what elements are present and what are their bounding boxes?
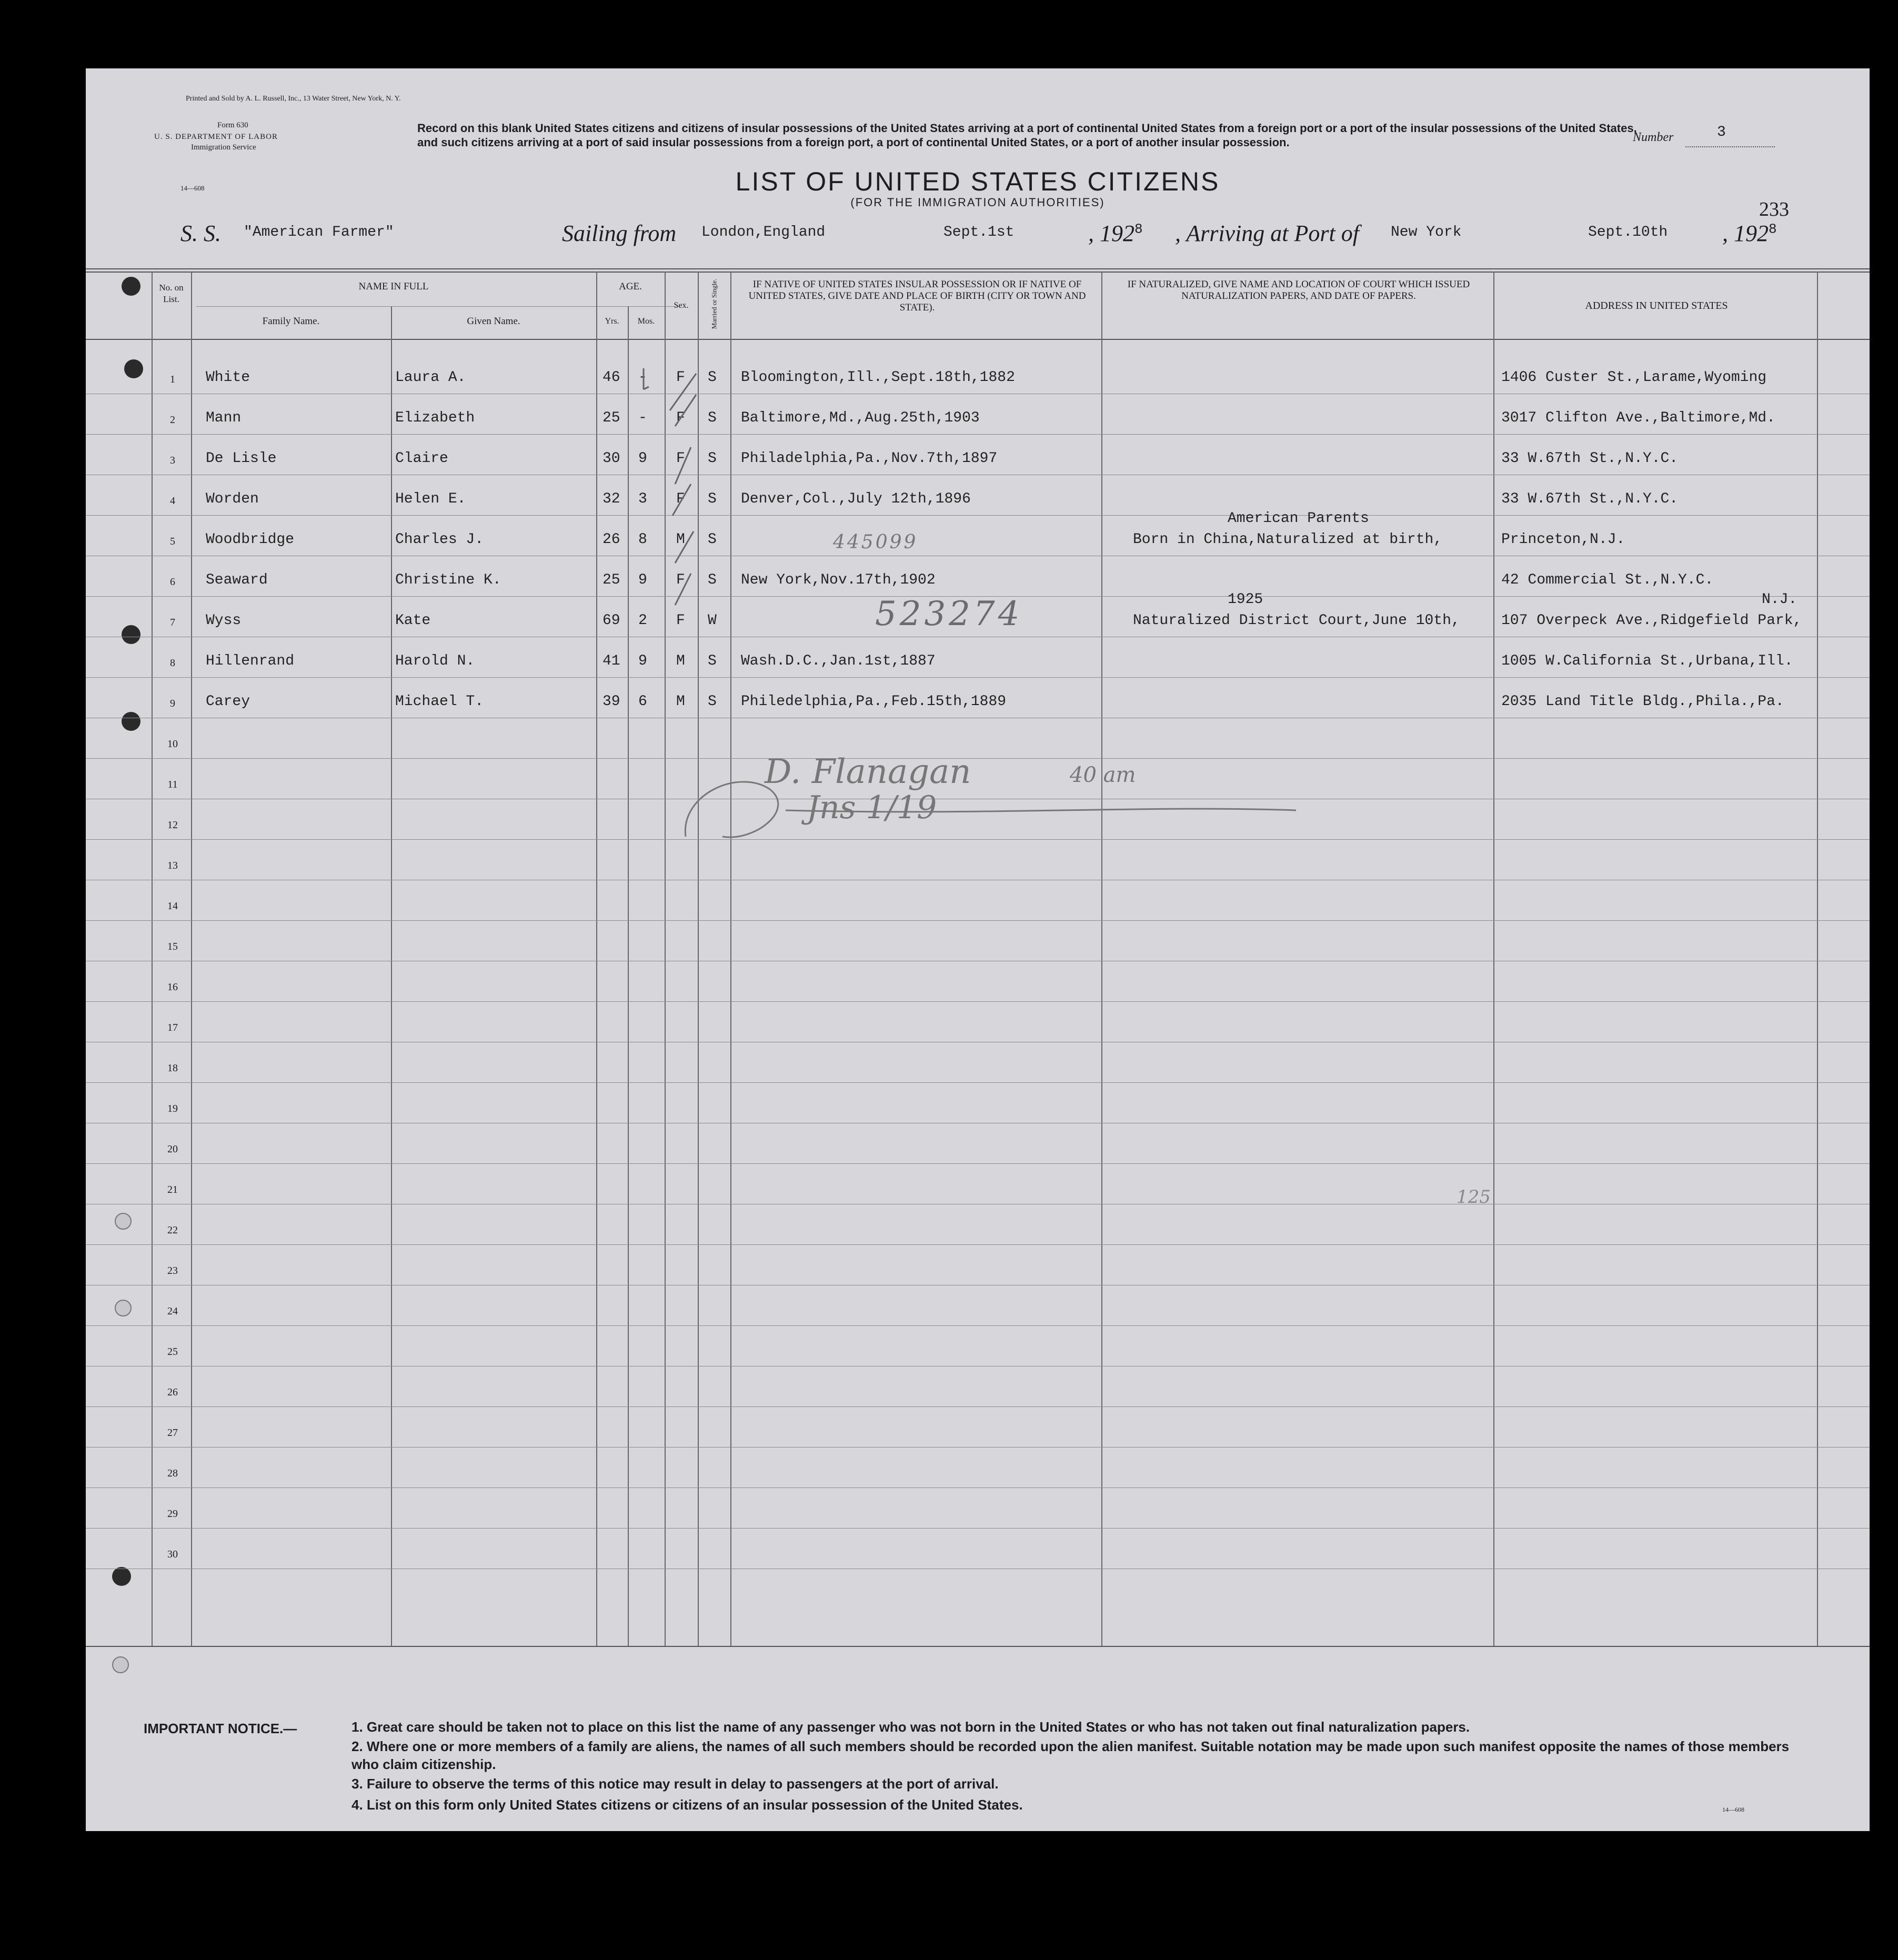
row-number: 26 (167, 1386, 178, 1398)
sex: M (676, 531, 685, 548)
punch-hole (122, 277, 140, 296)
header-birth: IF NATIVE OF UNITED STATES INSULAR POSSESSION OR IF NATIVE OF UNITED STATES, GIVE DATE AND PLACE OF BIRTH (CITY OR TOWN AND STATE). (748, 279, 1086, 313)
page-subtitle: (FOR THE IMMIGRATION AUTHORITIES) (850, 196, 1105, 209)
age-years: 69 (602, 612, 620, 629)
row-rule (86, 1325, 1870, 1326)
row-rule (86, 1001, 1870, 1002)
number-value: 3 (1717, 124, 1726, 140)
row-rule (86, 1528, 1870, 1529)
row-number: 5 (170, 536, 175, 547)
arrival-port: New York (1391, 224, 1462, 240)
row-rule (86, 1406, 1870, 1407)
row-number: 24 (167, 1305, 178, 1317)
sex: F (676, 450, 685, 467)
family-name: Mann (206, 410, 242, 426)
naturalization: Naturalized District Court,June 10th, (1133, 612, 1460, 629)
birth-place-date: Philedelphia,Pa.,Feb.15th,1889 (741, 693, 1007, 710)
birth-place-date: Denver,Col.,July 12th,1896 (741, 491, 971, 507)
family-name: Worden (206, 491, 259, 507)
age-months: 8 (638, 531, 647, 548)
sex: M (676, 653, 685, 669)
age-months: 9 (638, 450, 647, 467)
row-number: 14 (167, 900, 178, 912)
address-note: N.J. (1762, 591, 1797, 608)
row-number: 13 (167, 860, 178, 871)
marital-status: S (708, 450, 717, 467)
row-number: 25 (167, 1346, 178, 1358)
row-number: 20 (167, 1143, 178, 1155)
sailing-label: Sailing from (562, 220, 677, 246)
form-code: 14—608 (180, 184, 205, 192)
given-name: Christine K. (395, 572, 501, 588)
age-months: 6 (638, 693, 647, 710)
sex: F (676, 410, 685, 426)
sex: F (676, 612, 685, 629)
signature-date: Jns 1/19 (807, 789, 937, 826)
row-rule (86, 1487, 1870, 1488)
address: 42 Commercial St.,N.Y.C. (1501, 572, 1714, 588)
manifest-sheet (86, 68, 1870, 1831)
ss-label: S. S. (180, 220, 221, 246)
given-name: Harold N. (395, 653, 475, 669)
marital-status: S (708, 531, 717, 548)
address: 1406 Custer St.,Larame,Wyoming (1501, 369, 1767, 386)
row-rule (86, 1244, 1870, 1245)
row-number: 27 (167, 1427, 178, 1439)
birth-place-date: Baltimore,Md.,Aug.25th,1903 (741, 410, 980, 426)
naturalization: Born in China,Naturalized at birth, (1133, 531, 1443, 548)
age-months: 9 (638, 653, 647, 669)
marital-status: S (708, 369, 717, 386)
given-name: Laura A. (395, 369, 466, 386)
marital-status: S (708, 693, 717, 710)
departure-date: Sept.1st (943, 224, 1015, 240)
header-given-name: Given Name. (467, 316, 520, 327)
address: 1005 W.California St.,Urbana,Ill. (1501, 653, 1793, 669)
arriving-label: , Arriving at Port of (1175, 220, 1359, 246)
punch-hole (124, 359, 143, 378)
row-number: 21 (167, 1184, 178, 1195)
number-underline (1685, 146, 1775, 147)
signature-time: 40 am (1070, 763, 1136, 787)
row-rule (86, 1163, 1870, 1164)
row-number: 29 (167, 1508, 178, 1520)
family-name: Hillenrand (206, 653, 295, 669)
given-name: Claire (395, 450, 448, 467)
sex: F (676, 491, 685, 507)
birth-place-date: Wash.D.C.,Jan.1st,1887 (741, 653, 936, 669)
signature: D. Flanagan (765, 752, 971, 791)
age-months: - (638, 410, 647, 426)
address: 107 Overpeck Ave.,Ridgefield Park, (1501, 612, 1802, 629)
age-years: 30 (602, 450, 620, 467)
header-no: No. on List. (159, 283, 184, 304)
header-married-single: Married or Single. (710, 278, 718, 329)
row-rule (86, 434, 1870, 435)
notice-item-2: 2. Where one or more members of a family are aliens, the names of all such members should be recorded upon the alien manifest. Suitable notation may be made upon such manifest opposite the names of those members who claim citizenship. (352, 1738, 1790, 1772)
header-name-in-full: NAME IN FULL (358, 281, 429, 292)
page-title: LIST OF UNITED STATES CITIZENS (735, 167, 1220, 196)
row-number: 8 (170, 657, 175, 669)
departure-port: London,England (701, 224, 826, 240)
punch-hole (115, 1213, 132, 1230)
year-1: , $192^8$ (1088, 220, 1143, 246)
row-number: 12 (167, 819, 178, 831)
row-rule (86, 515, 1870, 516)
row-number: 28 (167, 1468, 178, 1479)
notice-item-4: 4. List on this form only United States citizens or citizens of an insular possession of the United States. (352, 1797, 1023, 1813)
form-number: Form 630 (217, 121, 248, 129)
given-name: Michael T. (395, 693, 484, 710)
address: 3017 Clifton Ave.,Baltimore,Md. (1501, 410, 1775, 426)
age-years: 26 (602, 531, 620, 548)
department-name: U. S. DEPARTMENT OF LABOR (154, 133, 278, 141)
row-number: 30 (167, 1549, 178, 1560)
punch-hole (122, 712, 140, 731)
page-number: 233 (1759, 198, 1789, 220)
age-years: 32 (602, 491, 620, 507)
age-years: 41 (602, 653, 620, 669)
family-name: Wyss (206, 612, 242, 629)
address: 33 W.67th St.,N.Y.C. (1501, 450, 1679, 467)
naturalization-note: American Parents (1228, 510, 1369, 527)
handwritten-number-1: 445099 (833, 531, 918, 553)
arrival-date: Sept.10th (1588, 224, 1668, 240)
printer-credit: Printed and Sold by A. L. Russell, Inc., 13 Water Street, New York, N. Y. (186, 95, 401, 103)
naturalization-note: 1925 (1228, 591, 1263, 608)
age-years: 46 (602, 369, 620, 386)
birth-place-date: New York,Nov.17th,1902 (741, 572, 936, 588)
address: 2035 Land Title Bldg.,Phila.,Pa. (1501, 693, 1784, 710)
age-months: 2 (638, 612, 647, 629)
notice-item-1: 1. Great care should be taken not to place on this list the name of any passenger who was not born in the United States or who has not taken out final naturalization papers. (352, 1719, 1470, 1735)
number-label: Number (1633, 130, 1674, 144)
header-family-name: Family Name. (262, 316, 320, 327)
sex: M (676, 693, 685, 710)
row-number: 10 (167, 738, 178, 750)
punch-hole (112, 1567, 131, 1586)
row-number: 17 (167, 1022, 178, 1033)
row-number: 1 (170, 374, 175, 385)
margin-mark: 125 (1457, 1187, 1491, 1208)
marital-status: S (708, 410, 717, 426)
row-number: 11 (167, 779, 178, 790)
service-name: Immigration Service (191, 143, 256, 152)
given-name: Kate (395, 612, 431, 629)
row-number: 15 (167, 941, 178, 952)
age-months: 3 (638, 491, 647, 507)
age-months: - (638, 369, 647, 386)
address: Princeton,N.J. (1501, 531, 1625, 548)
punch-hole (112, 1656, 129, 1673)
age-months: 9 (638, 572, 647, 588)
ship-name: "American Farmer" (244, 224, 394, 240)
family-name: Woodbridge (206, 531, 295, 548)
row-rule (86, 1447, 1870, 1448)
year-2: , $192^8$ (1722, 220, 1777, 246)
row-number: 3 (170, 455, 175, 466)
notice-item-3: 3. Failure to observe the terms of this notice may result in delay to passengers at the port of arrival. (352, 1776, 999, 1792)
sex: F (676, 369, 685, 386)
age-years: 39 (602, 693, 620, 710)
instructions: Record on this blank United States citizens and citizens of insular possessions of the United States arriving at a port of continental United States from a foreign port or a port of the insular possessions of the United States, and such citizens arriving at a port of said insular possessions from a foreign port, a port of continental United States, or a port of another insular possession. (417, 122, 1637, 149)
marital-status: S (708, 491, 717, 507)
given-name: Helen E. (395, 491, 466, 507)
row-rule (86, 677, 1870, 678)
header-address: ADDRESS IN UNITED STATES (1585, 300, 1728, 311)
header-mos: Mos. (637, 317, 655, 326)
row-number: 22 (167, 1224, 178, 1236)
family-name: Carey (206, 693, 250, 710)
row-number: 19 (167, 1103, 178, 1114)
punch-hole (115, 1300, 132, 1316)
birth-place-date: Philadelphia,Pa.,Nov.7th,1897 (741, 450, 998, 467)
address: 33 W.67th St.,N.Y.C. (1501, 491, 1679, 507)
marital-status: W (708, 612, 717, 629)
age-years: 25 (602, 410, 620, 426)
form-code-bottom: 14—608 (1722, 1806, 1744, 1813)
row-number: 7 (170, 617, 175, 628)
family-name: Seaward (206, 572, 268, 588)
given-name: Elizabeth (395, 410, 475, 426)
header-yrs: Yrs. (605, 317, 619, 326)
notice-heading: IMPORTANT NOTICE.— (144, 1721, 297, 1736)
header-naturalized: IF NATURALIZED, GIVE NAME AND LOCATION OF COURT WHICH ISSUED NATURALIZATION PAPERS, AND DATE OF PAPERS. (1127, 279, 1470, 301)
row-rule (86, 1082, 1870, 1083)
family-name: De Lisle (206, 450, 277, 467)
row-number: 6 (170, 576, 175, 588)
header-age: AGE. (619, 281, 642, 292)
row-number: 2 (170, 414, 175, 426)
row-number: 18 (167, 1062, 178, 1074)
header-sex: Sex. (674, 301, 689, 310)
handwritten-number-2: 523274 (875, 595, 1023, 634)
age-years: 25 (602, 572, 620, 588)
row-number: 16 (167, 981, 178, 993)
punch-hole (122, 625, 140, 644)
marital-status: S (708, 572, 717, 588)
given-name: Charles J. (395, 531, 484, 548)
marital-status: S (708, 653, 717, 669)
birth-place-date: Bloomington,Ill.,Sept.18th,1882 (741, 369, 1015, 386)
row-number: 4 (170, 495, 175, 507)
row-number: 9 (170, 698, 175, 709)
sex: F (676, 572, 685, 588)
family-name: White (206, 369, 250, 386)
row-number: 23 (167, 1265, 178, 1276)
